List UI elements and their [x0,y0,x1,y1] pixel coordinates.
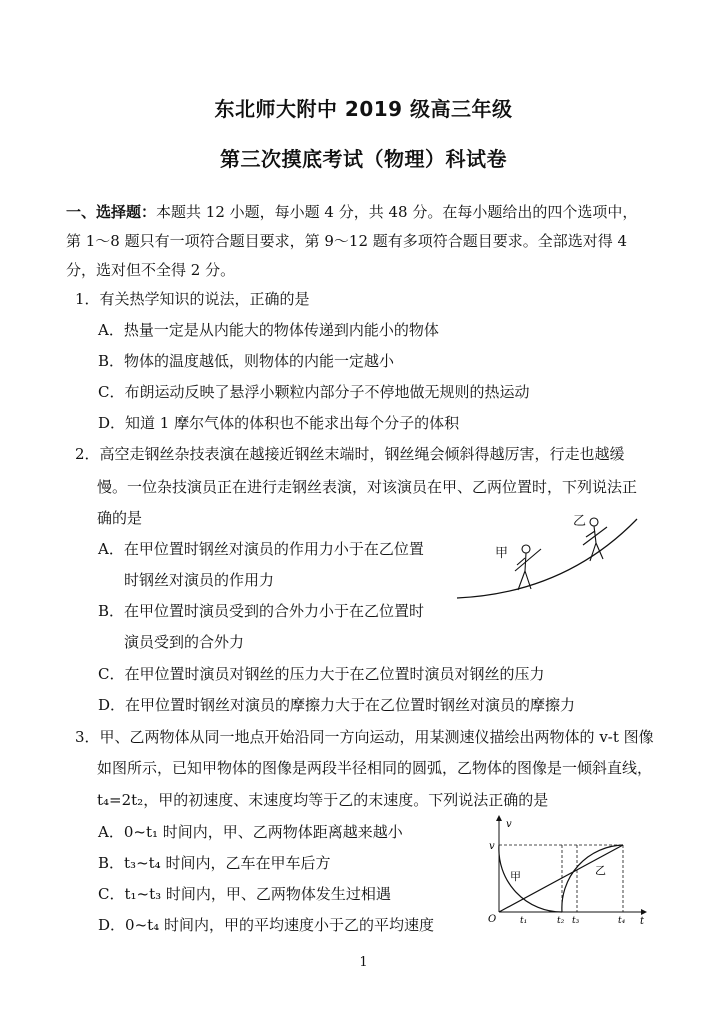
t2-tick-label: t₂ [557,916,565,926]
exam-title-line1: 东北师大附中 2019 级高三年级 [214,97,513,121]
q1-option-a: A．热量一定是从内能大的物体传递到内能小的物体 [98,321,439,339]
t3-tick-label: t₃ [572,916,580,926]
t1-tick-label: t₁ [520,916,528,926]
tightrope-figure [455,505,645,605]
v-tick-label: v [489,841,495,852]
section-intro-line1 [66,202,637,222]
graph-label-jia: 甲 [510,870,521,883]
q2-option-a-line1: A．在甲位置时钢丝对演员的作用力小于在乙位置 [98,540,424,558]
q2-stem-line1: 2．高空走钢丝杂技表演在越接近钢丝末端时，钢丝绳会倾斜得越厉害，行走也越缓 [75,445,625,463]
t-axis-label: t [640,916,645,926]
q1-option-d: D．知道 1 摩尔气体的体积也不能求出每个分子的体积 [98,414,460,432]
q1-option-c: C．布朗运动反映了悬浮小颗粒内部分子不停地做无规则的热运动 [98,383,530,401]
q3-option-c: C．t₁~t₃ 时间内，甲、乙两物体发生过相遇 [98,885,391,903]
vt-graph [480,812,650,926]
section-intro-line2: 第 1～8 题只有一项符合题目要求，第 9～12 题有多项符合题目要求。全部选对得 4 [66,232,628,250]
q3-stem-line3: t₄=2t₂，甲的初速度、末速度均等于乙的末速度。下列说法正确的是 [97,791,549,809]
q3-option-a: A．0~t₁ 时间内，甲、乙两物体距离越来越小 [98,823,403,841]
q3-stem-line2: 如图所示，已知甲物体的图像是两段半径相同的圆弧，乙物体的图像是一倾斜直线， [97,759,653,777]
section-heading: 一、选择题： [66,203,157,221]
origin-label: O [488,914,497,925]
page-number: 1 [359,955,368,970]
q3-stem-line1: 3．甲、乙两物体从同一地点开始沿同一方向运动，用某测速仪描绘出两物体的 v-t 图像 [75,728,654,746]
section-intro-line3: 分，选对但不全得 2 分。 [66,261,236,279]
q2-stem-line3: 确的是 [97,509,143,527]
t4-tick-label: t₄ [618,916,626,926]
q2-option-b-line1: B．在甲位置时演员受到的合外力小于在乙位置时 [98,602,425,620]
q1-option-b: B．物体的温度越低，则物体的内能一定越小 [98,352,395,370]
q2-option-c: C．在甲位置时演员对钢丝的压力大于在乙位置时演员对钢丝的压力 [98,665,545,683]
q3-option-d: D．0~t₄ 时间内，甲的平均速度小于乙的平均速度 [98,916,434,934]
section-text-1: 本题共 12 小题，每小题 4 分，共 48 分。在每小题给出的四个选项中， [156,203,638,221]
exam-title-line2: 第三次摸底考试（物理）科试卷 [220,147,507,171]
graph-label-yi: 乙 [595,864,606,877]
v-axis-label: v [506,819,512,830]
q2-option-b-line2: 演员受到的合外力 [124,633,245,651]
q2-option-d: D．在甲位置时钢丝对演员的摩擦力大于在乙位置时钢丝对演员的摩擦力 [98,696,576,714]
q3-option-b: B．t₃~t₄ 时间内，乙车在甲车后方 [98,854,331,872]
curve-jia-arc2 [562,845,623,912]
curve-jia-arc1 [499,845,562,912]
q2-stem-line2: 慢。一位杂技演员正在进行走钢丝表演，对该演员在甲、乙两位置时，下列说法正 [97,478,638,496]
figure-label-yi: 乙 [573,514,587,529]
q2-option-a-line2: 时钢丝对演员的作用力 [124,571,275,589]
figure-label-jia: 甲 [495,546,509,561]
q1-stem: 1．有关热学知识的说法，正确的是 [75,290,310,308]
tightrope-wire [457,519,637,598]
